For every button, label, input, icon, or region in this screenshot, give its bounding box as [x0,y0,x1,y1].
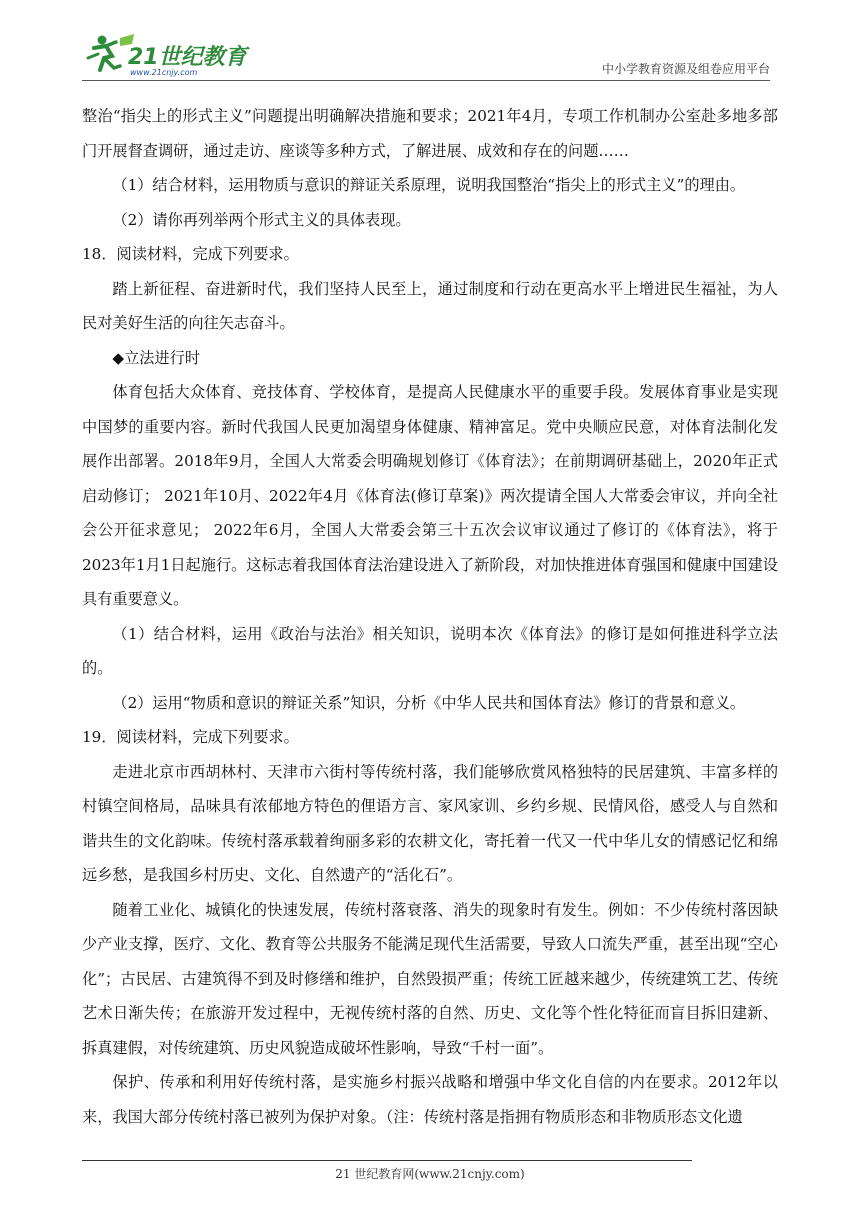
question-18-2: （2）运用“物质和意识的辩证关系”知识，分析《中华人民共和国体育法》修订的背景和意义。 [112,693,746,712]
header-divider [82,80,770,81]
paragraph-material: 保护、传承和利用好传统村落，是实施乡村振兴战略和增强中华文化自信的内在要求。2012年以来，我国大部分传统村落已被列为保护对象。（注：传统村落是指拥有物质形态和非物质形态文化遗 [82,1073,778,1126]
page-header [82,30,770,80]
footer-divider [82,1160,692,1161]
section-label: ◆立法进行时 [112,348,201,367]
question-17-1: （1）结合材料，运用物质与意识的辩证关系原理，说明我国整治“指尖上的形式主义”的理由。 [112,176,746,194]
question-18-1: （1）结合材料，运用《政治与法治》相关知识，说明本次《体育法》的修订是如何推进科学立法的。 [82,624,778,677]
paragraph-material: 走进北京市西胡林村、天津市六街村等传统村落，我们能够欣赏风格独特的民居建筑、丰富多样的村镇空间格局，品味具有浓郁地方特色的俚语方言、家风家训、乡约乡规、民情风俗，感受人与自然和谐共生的文化韵味。传统村落承载着绚丽多彩的农耕文化，寄托着一代又一代中华儿女的情感记忆和绵远乡愁，是我国乡村历史、文化、自然遗产的“活化石”。 [82,762,778,884]
question-17-2: （2）请你再列举两个形式主义的具体表现。 [112,210,411,229]
logo-text: 21世纪教育 [128,45,247,70]
question-18-heading: 18．阅读材料，完成下列要求。 [82,245,299,263]
paragraph-material: 体育包括大众体育、竞技体育、学校体育，是提高人民健康水平的重要手段。发展体育事业是实现中国梦的重要内容。新时代我国人民更加渴望身体健康、精神富足。党中央顺应民意，对体育法制化发展作出部署。2018年9月，全国人大常委会明确规划修订《体育法》；在前期调研基础上，2020年正式启动修订； 2021年10月、2022年4月《体育法(修订草案)》两次提请全国人大常委会审议，并向全社会公开征求意见； 2022年6月，全国人大常委会第三十五次会议审议通过了修订的《体育法》，将于2023年1月1日起施行。这标志着我国体育法治建设进入了新阶段，对加快推进体育强国和健康中国建设具有重要意义。 [82,383,778,608]
question-19-heading: 19．阅读材料，完成下列要求。 [82,728,299,746]
platform-name: 中小学教育资源及组卷应用平台 [601,62,770,76]
footer-text[interactable]: 21 世纪教育网(www.21cnjy.com) [335,1167,525,1181]
paragraph-material: 踏上新征程、奋进新时代，我们坚持人民至上，通过制度和行动在更高水平上增进民生福祉，为人民对美好生活的向往矢志奋斗。 [82,279,778,332]
paragraph-material: 随着工业化、城镇化的快速发展，传统村落衰落、消失的现象时有发生。例如：不少传统村落因缺少产业支撑，医疗、文化、教育等公共服务不能满足现代生活需要，导致人口流失严重，甚至出现“空心化”；古民居、古建筑得不到及时修缮和维护，自然毁损严重；传统工匠越来越少，传统建筑工艺、传统艺术日渐失传；在旅游开发过程中，无视传统村落的自然、历史、文化等个性化特征而盲目拆旧建新、拆真建假，对传统建筑、历史风貌造成破坏性影响，导致“千村一面”。 [82,900,778,1057]
logo-url: www.21cnjy.com [130,68,198,77]
runner-logo-icon [82,30,262,80]
site-logo[interactable] [82,30,262,80]
paragraph-continuation: 整治“指尖上的形式主义”问题提出明确解决措施和要求；2021年4月，专项工作机制办公室赴多地多部门开展督查调研，通过走访、座谈等多种方式，了解进展、成效和存在的问题…… [82,107,778,160]
document-body [82,99,778,1134]
